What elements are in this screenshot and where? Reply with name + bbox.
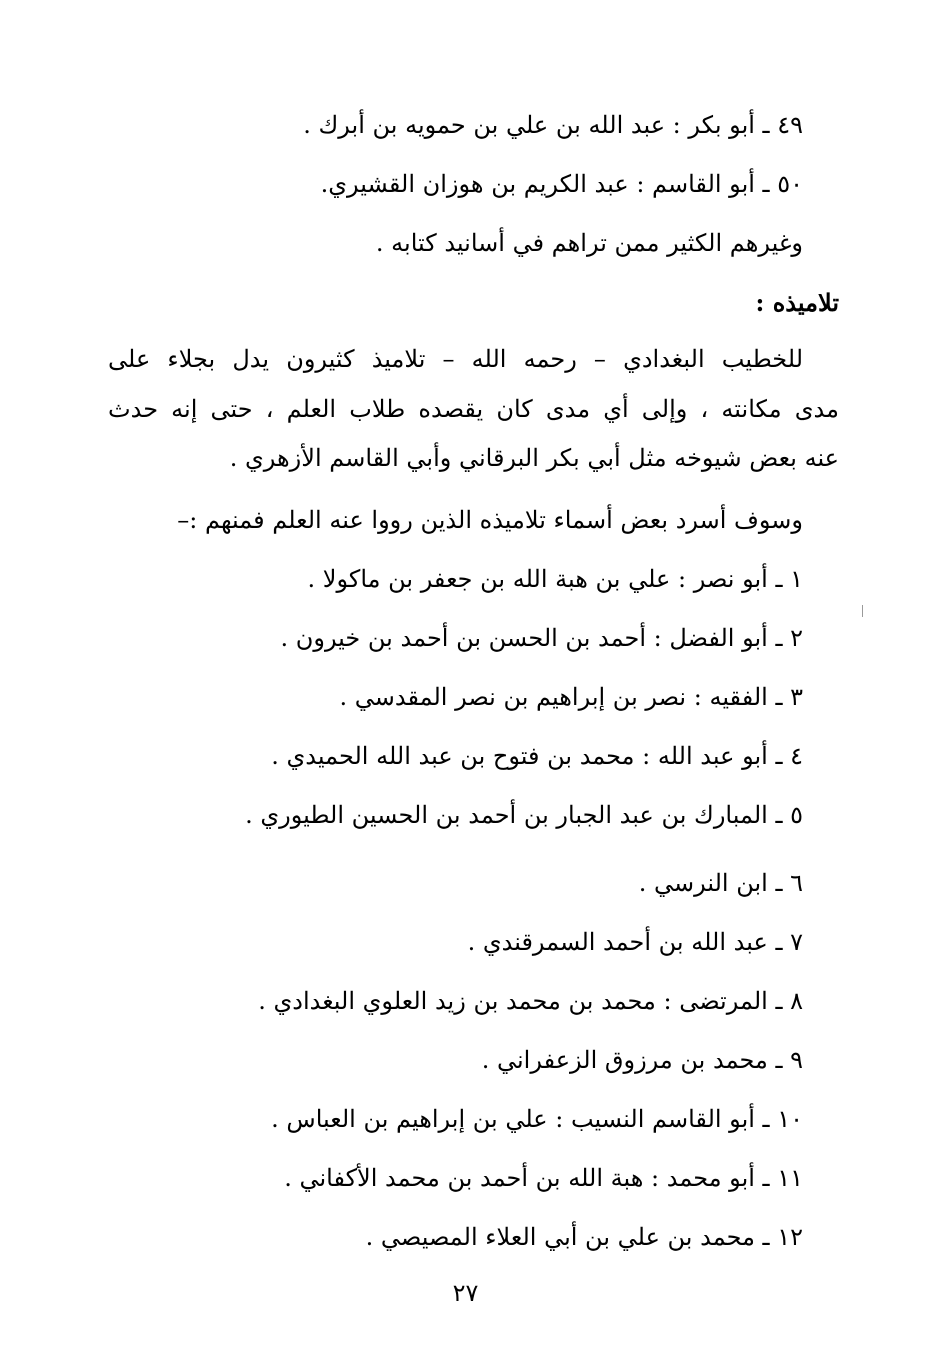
section-heading-students: تلاميذه : [755, 288, 839, 317]
student-item-12: ١٢ ـ محمد بن علي بن أبي العلاء المصيصي . [365, 1223, 803, 1251]
student-item-6: ٦ ـ ابن النرسي . [638, 869, 803, 897]
list-item-prev-49: ٤٩ ـ أبو بكر : عبد الله بن علي بن حمويه بن أبرك . [303, 111, 803, 139]
margin-mark [862, 605, 863, 617]
student-item-8: ٨ ـ المرتضى : محمد بن محمد بن زيد العلوي البغدادي . [258, 987, 803, 1015]
student-item-11: ١١ ـ أبو محمد : هبة الله بن أحمد بن محمد الأكفاني . [284, 1164, 803, 1192]
students-intro: وسوف أسرد بعض أسماء تلاميذه الذين رووا عنه العلم فمنهم :– [177, 506, 803, 534]
page-number: ٢٧ [452, 1279, 479, 1307]
student-item-9: ٩ ـ محمد بن مرزوق الزعفراني . [481, 1046, 803, 1074]
student-item-3: ٣ ـ الفقيه : نصر بن إبراهيم بن نصر المقدسي . [339, 683, 803, 711]
student-item-1: ١ ـ أبو نصر : علي بن هبة الله بن جعفر بن ماكولا . [307, 565, 803, 593]
paragraph-line-3: عنه بعض شيوخه مثل أبي بكر البرقاني وأبي القاسم الأزهري . [229, 444, 839, 472]
paragraph-line-2: مدى مكانته ، وإلى أي مدى كان يقصده طلاب العلم ، حتى إنه حدث [108, 395, 839, 423]
paragraph-line-1: للخطيب البغدادي – رحمه الله – تلاميذ كثيرون يدل بجلاء على [108, 345, 803, 373]
student-item-2: ٢ ـ أبو الفضل : أحمد بن الحسن بن أحمد بن خيرون . [280, 624, 803, 652]
student-item-10: ١٠ ـ أبو القاسم النسيب : علي بن إبراهيم بن العباس . [271, 1105, 803, 1133]
student-item-5: ٥ ـ المبارك بن عبد الجبار بن أحمد بن الحسين الطيوري . [245, 801, 803, 829]
others-note: وغيرهم الكثير ممن تراهم في أسانيد كتابه . [375, 229, 803, 257]
list-item-prev-50: ٥٠ ـ أبو القاسم : عبد الكريم بن هوزان القشيري. [320, 170, 803, 198]
student-item-7: ٧ ـ عبد الله بن أحمد السمرقندي . [467, 928, 803, 956]
student-item-4: ٤ ـ أبو عبد الله : محمد بن فتوح بن عبد الله الحميدي . [271, 742, 803, 770]
